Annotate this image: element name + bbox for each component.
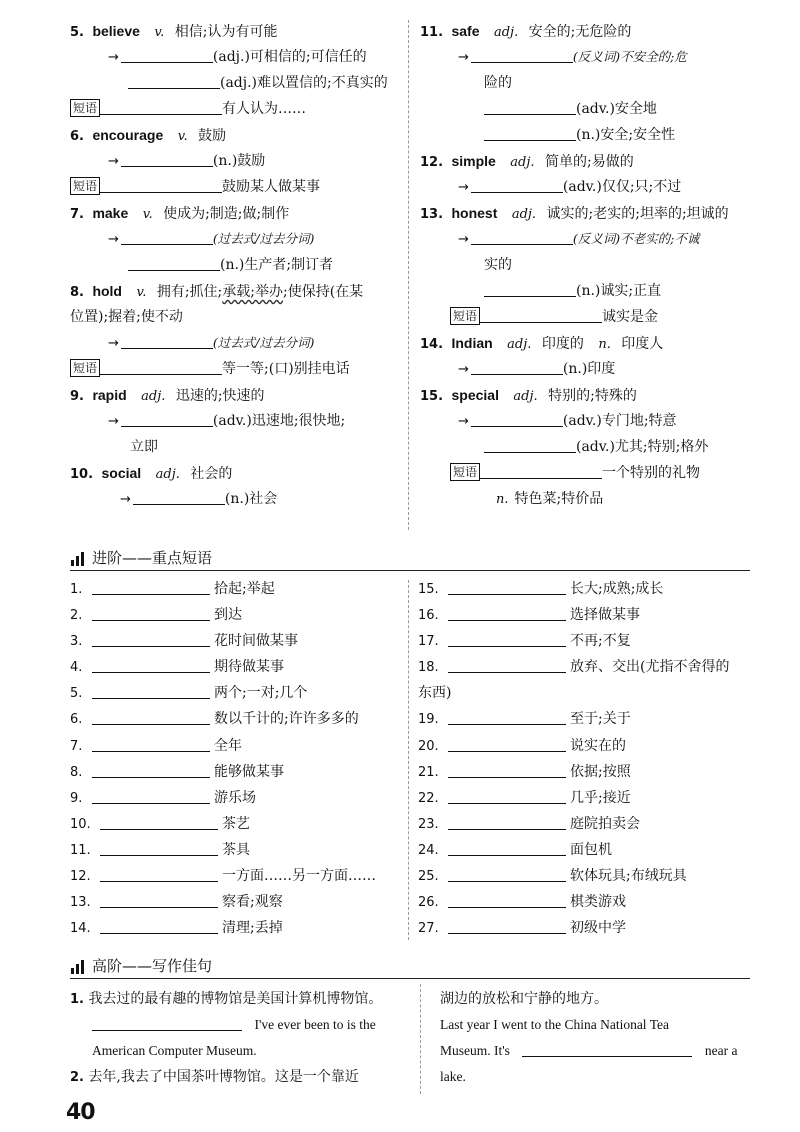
vocab-right-column [420,18,760,512]
answer-blank[interactable] [448,865,566,882]
phrase-row [418,915,758,941]
phrase-number: 12. [70,869,91,885]
phrase-number: 16. [418,608,439,624]
writing-left-column [70,986,400,1090]
writing-right-column [440,986,760,1090]
arrow-icon: → [108,232,119,247]
phrase-row [418,811,758,837]
derivation-line: → (adv.)仅仅;只;不过 [420,174,760,200]
phrase-line: 短语 一个特别的礼物 [420,460,760,486]
arrow-icon: → [458,414,469,429]
phrase-number: 10. [70,816,91,832]
derivation-line: → (adj.)可相信的;可信任的 [70,44,400,70]
phrase-meaning: 几乎;接近 [570,789,631,806]
phrase-row [70,733,400,759]
vocab-item-make: 7. make v. 使成为;制造;做;制作 [70,205,290,222]
vocab-item-safe: 11. safe adj. 安全的;无危险的 [420,23,632,40]
phrase-line: 短语 鼓励某人做某事 [70,174,400,200]
phrase-row [70,889,400,915]
phrase-row [70,837,400,863]
headword: hold [92,283,122,299]
phrase-meaning: 茶具 [222,841,250,858]
answer-blank[interactable] [100,98,222,115]
derivation-line: → (adv.)迅速地;很快地; [70,408,400,434]
phrase-meaning: 棋类游戏 [570,894,626,911]
answer-blank[interactable] [448,735,566,752]
section-title: 高阶——写作佳句 [92,957,213,975]
derivation-line: → (反义词)不安全的;危 [420,44,760,70]
phrase-row [70,654,400,680]
phrase-number: 5. [70,686,83,702]
phrase-row [418,654,758,680]
phrase-meaning: 两个;一对;几个 [214,685,308,702]
vocab-item-social: 10. social adj. 社会的 [70,465,233,482]
answer-blank[interactable] [121,410,213,427]
arrow-icon: → [120,492,131,507]
bar-chart-icon [70,551,86,566]
arrow-icon: → [458,232,469,247]
writing-line: American Computer Museum. [92,1043,257,1058]
bar-chart-icon [70,959,86,974]
answer-blank[interactable] [448,839,566,856]
answer-blank[interactable] [92,708,210,725]
answer-blank[interactable] [448,656,566,673]
phrase-meaning: 到达 [214,607,242,624]
phrase-number: 14. [70,921,91,937]
vocab-item-believe [70,18,400,44]
phrase-meaning: 茶艺 [222,815,250,832]
phrase-row [418,863,758,889]
headword: encourage [92,127,164,143]
headword: safe [451,23,480,39]
answer-blank[interactable] [100,358,222,375]
phrase-meaning: 软体玩具;布绒玩具 [570,868,687,885]
writing-continuation: 湖边的放松和宁静的地方。 [440,991,608,1007]
answer-blank[interactable] [133,488,225,505]
phrase-row [70,759,400,785]
writing-item-2: 2. 去年,我去了中国茶叶博物馆。这是一个靠近 [70,1069,359,1085]
phrase-row [418,837,758,863]
phrase-number: 20. [418,738,439,754]
answer-blank[interactable] [100,891,218,908]
phrase-row [418,602,758,628]
phrase-number: 22. [418,790,439,806]
writing-line: Last year I went to the China National Tea [440,1017,669,1032]
vocab-item-hold: 8. hold v. 拥有;抓住;承载;举办;使保持(在某 [70,283,364,300]
phrase-number: 3. [70,634,83,650]
phrase-number: 17. [418,634,439,650]
phrase-row [70,576,400,602]
answer-blank[interactable] [100,839,218,856]
answer-blank[interactable] [100,176,222,193]
phrase-line: 短语 等一等;(口)别挂电话 [70,356,400,382]
part-of-speech: v. [154,25,165,40]
answer-blank[interactable] [92,630,210,647]
phrase-number: 7. [70,738,83,754]
phrase-row [418,576,758,602]
phrase-row [418,733,758,759]
vocab-item-rapid: 9. rapid adj. 迅速的;快速的 [70,387,265,404]
phrase-row [70,785,400,811]
derivation-line: → (反义词)不老实的;不诚 [420,226,760,252]
phrase-tag: 短语 [450,307,480,325]
headword: make [92,205,129,221]
phrase-row [70,680,400,706]
answer-blank[interactable] [92,682,210,699]
phrase-number: 13. [70,895,91,911]
writing-item-1: 1. 我去过的最有趣的博物馆是美国计算机博物馆。 [70,991,383,1007]
answer-blank[interactable] [100,917,218,934]
phrase-meaning: 清理;丢掉 [222,920,283,937]
phrase-meaning: 一方面……另一方面…… [222,868,376,885]
writing-line: I've ever been to is the [70,1012,400,1038]
column-divider [408,20,409,530]
answer-blank[interactable] [484,436,576,453]
section-title: 进阶——重点短语 [92,549,213,567]
phrase-meaning: 放弃、交出(尤指不舍得的 [570,659,730,676]
answer-blank[interactable] [92,761,210,778]
phrase-row [70,706,400,732]
derivation-continuation: 立即 [130,439,158,455]
headword: Indian [451,335,493,351]
phrase-meaning: 初级中学 [570,920,626,937]
answer-blank[interactable] [484,98,576,115]
phrase-meaning: 选择做某事 [570,607,640,624]
headword: special [451,387,499,403]
phrase-meaning: 花时间做某事 [214,633,298,650]
phrase-number: 4. [70,660,83,676]
phrase-meaning: 能够做某事 [214,763,284,780]
derivation-line: → (n.)社会 [70,486,400,512]
phrase-meaning: 察看;观察 [222,894,283,911]
phrase-number: 18. [418,660,439,676]
vocab-item-indian: 14. Indian adj. 印度的 n. 印度人 [420,335,664,352]
derivation-line: (adj.)难以置信的;不真实的 [70,70,400,96]
answer-blank[interactable] [448,917,566,934]
phrases-left-column [70,576,400,941]
arrow-icon: → [458,50,469,65]
derivation-line: (n.)生产者;制订者 [70,252,400,278]
item-number: 5. [70,25,84,40]
answer-blank[interactable] [448,604,566,621]
headword: believe [92,23,140,39]
phrase-row [70,915,400,941]
vocab-item-special: 15. special adj. 特别的;特殊的 [420,387,637,404]
answer-blank[interactable] [484,280,576,297]
vocab-item-simple: 12. simple adj. 简单的;易做的 [420,153,634,170]
answer-blank[interactable] [121,150,213,167]
phrase-meaning: 面包机 [570,841,612,858]
answer-blank[interactable] [448,813,566,830]
phrase-meaning: 不再;不复 [570,633,631,650]
derivation-line: (n.)诚实;正直 [420,278,760,304]
answer-blank[interactable] [471,410,563,427]
answer-blank[interactable] [448,891,566,908]
phrase-row [418,706,758,732]
highlighted-meaning: 承载;举办 [222,284,283,300]
answer-blank[interactable] [471,46,573,63]
meaning: 相信;认为有可能 [174,24,278,40]
phrases-right-column [418,576,758,941]
headword: simple [451,153,496,169]
derivation-line: → (n.)印度 [420,356,760,382]
vocab-item-honest: 13. honest adj. 诚实的;老实的;坦率的;坦诚的 [420,205,729,222]
phrase-row [70,811,400,837]
phrase-meaning: 数以千计的;许许多多的 [214,711,359,728]
answer-blank[interactable] [448,708,566,725]
phrase-number: 24. [418,842,439,858]
phrase-meaning: 游乐场 [214,789,256,806]
writing-line: Museum. It's near a [440,1038,760,1064]
phrase-tag: 短语 [450,463,480,481]
section-header-writing [70,956,750,979]
phrase-number: 2. [70,608,83,624]
vocab-left-column [70,18,400,512]
phrase-number: 25. [418,869,439,885]
phrase-number: 23. [418,816,439,832]
answer-blank[interactable] [448,761,566,778]
answer-blank[interactable] [480,306,602,323]
phrase-meaning: 拾起;举起 [214,581,275,597]
answer-blank[interactable] [128,254,220,271]
answer-blank[interactable] [448,578,566,595]
answer-blank[interactable] [92,656,210,673]
phrase-row [70,628,400,654]
phrase-row [70,863,400,889]
answer-blank[interactable] [480,462,602,479]
arrow-icon: → [458,362,469,377]
arrow-icon: → [458,180,469,195]
derivation-continuation: 实的 [484,257,512,273]
arrow-icon: → [108,154,119,169]
phrase-meaning: 至于;关于 [570,711,631,728]
headword: social [101,465,142,481]
phrase-tag: 短语 [70,99,100,117]
phrase-number: 9. [70,790,83,806]
headword: rapid [92,387,127,403]
answer-blank[interactable] [128,72,220,89]
answer-blank[interactable] [100,813,218,830]
phrase-meaning: 说实在的 [570,737,626,754]
derivation-line: → (n.)鼓励 [70,148,400,174]
meaning-continuation: 位置);握着;使不动 [70,309,183,325]
derivation-line: (adv.)安全地 [420,96,760,122]
section-header-advanced-phrases [70,548,750,571]
phrase-tag: 短语 [70,177,100,195]
writing-line: lake. [440,1069,466,1084]
vocab-item-encourage: 6. encourage v. 鼓励 [70,127,227,144]
phrase-number: 11. [70,842,91,858]
phrase-row [418,628,758,654]
phrase-number: 26. [418,895,439,911]
answer-blank[interactable] [121,46,213,63]
phrase-number: 1. [70,582,83,597]
phrase-meaning: 长大;成熟;成长 [570,581,664,597]
phrase-row [418,759,758,785]
phrase-number: 15. [418,582,439,597]
extra-meaning: n. 特色菜;特价品 [496,491,604,507]
answer-blank[interactable] [92,1014,242,1031]
phrase-number: 27. [418,921,439,937]
phrase-number: 19. [418,712,439,728]
answer-blank[interactable] [92,604,210,621]
arrow-icon: → [108,336,119,351]
column-divider [420,984,421,1094]
answer-blank[interactable] [484,124,576,141]
phrase-row [418,785,758,811]
phrase-tag: 短语 [70,359,100,377]
phrase-number: 21. [418,764,439,780]
answer-blank[interactable] [92,735,210,752]
arrow-icon: → [108,50,119,65]
phrase-meaning: 庭院拍卖会 [570,815,640,832]
phrase-meaning: 期待做某事 [214,659,284,676]
arrow-icon: → [108,414,119,429]
answer-blank[interactable] [92,787,210,804]
phrase-number: 8. [70,764,83,780]
phrase-row [418,889,758,915]
derivation-line: (n.)安全;安全性 [420,122,760,148]
phrase-continuation: 东西) [418,685,452,702]
answer-blank[interactable] [471,358,563,375]
answer-blank[interactable] [471,228,573,245]
column-divider [408,580,409,940]
page-number: 40 [66,1100,95,1125]
derivation-line: → (过去式/过去分词) [70,226,400,252]
derivation-line: → (adv.)专门地;特意 [420,408,760,434]
answer-blank[interactable] [448,787,566,804]
derivation-line: → (过去式/过去分词) [70,330,400,356]
answer-blank[interactable] [121,228,213,245]
phrase-line: 短语 诚实是金 [420,304,760,330]
phrase-meaning: 依据;按照 [570,763,631,780]
answer-blank[interactable] [92,578,210,595]
phrase-row [70,602,400,628]
answer-blank[interactable] [121,332,213,349]
derivation-line: (adv.)尤其;特别;格外 [420,434,760,460]
answer-blank[interactable] [471,176,563,193]
answer-blank[interactable] [100,865,218,882]
headword: honest [451,205,498,221]
answer-blank[interactable] [448,630,566,647]
derivation-continuation: 险的 [484,75,512,91]
phrase-number: 6. [70,712,83,728]
answer-blank[interactable] [522,1040,692,1057]
phrase-meaning: 全年 [214,737,242,754]
phrase-line: 短语 有人认为…… [70,96,400,122]
